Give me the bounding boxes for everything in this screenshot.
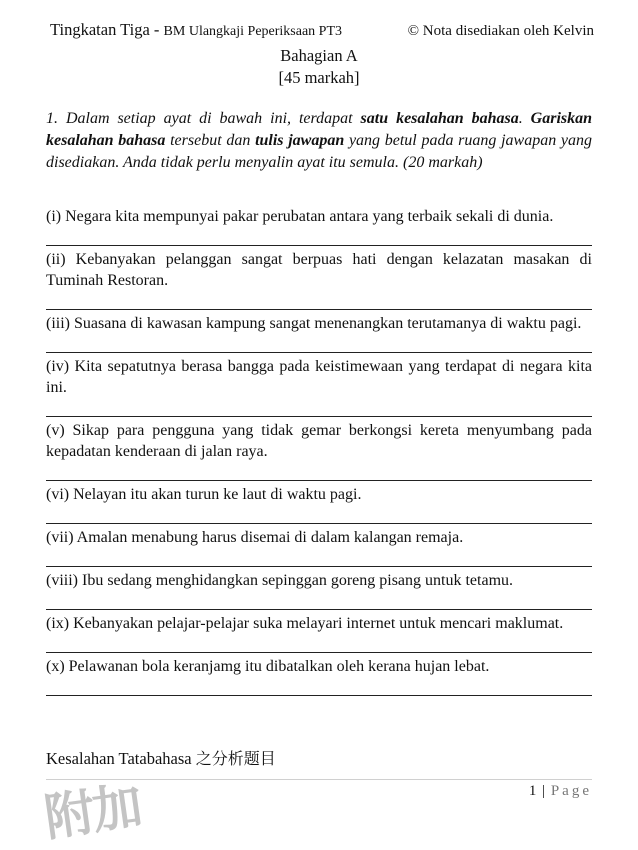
question-item <box>46 527 592 567</box>
question-list <box>46 206 592 699</box>
answer-line[interactable] <box>46 291 592 310</box>
question-item <box>46 613 592 653</box>
watermark-stamp: 附加 <box>40 776 145 848</box>
page-number <box>529 783 592 800</box>
section-marks: [45 markah] <box>278 68 360 87</box>
question-item <box>46 656 592 696</box>
instruction-bold-text: Gariskan kesalahan bahasa <box>46 110 593 149</box>
page-header <box>50 20 594 40</box>
answer-line[interactable] <box>46 334 592 353</box>
instruction-text: tersebut dan <box>165 132 256 149</box>
question-item <box>46 484 592 524</box>
footer-title-text: Kesalahan Tatabahasa <box>46 749 196 768</box>
instruction-text: 1. Dalam setiap ayat di bawah ini, terdapat <box>46 110 361 127</box>
question-text: (ii) Kebanyakan pelanggan sangat berpuas hati dengan kelazatan masakan di Tuminah Restoran. <box>46 251 592 289</box>
header-credit: © Nota disediakan oleh Kelvin <box>407 23 594 39</box>
question-text: (viii) Ibu sedang menghidangkan sepinggan goreng pisang untuk tetamu. <box>46 572 514 589</box>
answer-line[interactable] <box>46 398 592 417</box>
question-text: (i) Negara kita mempunyai pakar perubatan antara yang terbaik sekali di dunia. <box>46 208 554 225</box>
header-subject-label: BM Ulangkaji Peperiksaan PT3 <box>163 24 343 39</box>
instruction-text: yang betul pada ruang jawapan yang disediakan. Anda tidak perlu menyalin ayat itu semula. (20 markah) <box>46 132 592 171</box>
question-text: (x) Pelawanan bola keranjamg itu dibatalkan oleh kerana hujan lebat. <box>46 658 490 675</box>
instruction-text: . <box>518 110 531 127</box>
question-text: (ix) Kebanyakan pelajar-pelajar suka melayari internet untuk mencari maklumat. <box>46 615 564 632</box>
instruction-bold-text: tulis jawapan <box>255 132 345 149</box>
header-left <box>50 20 342 40</box>
question-item <box>46 356 592 417</box>
section-title: Bahagian A <box>280 46 358 65</box>
question-item <box>46 313 592 353</box>
question-text: (v) Sikap para pengguna yang tidak gemar berkongsi kereta menyumbang pada kepadatan kenderaan di jalan raya. <box>46 422 592 460</box>
answer-line[interactable] <box>46 677 592 696</box>
question-item <box>46 420 592 481</box>
footer-title-cjk: 之分析题目 <box>195 749 276 768</box>
question-item <box>46 206 592 246</box>
instruction-paragraph <box>46 108 592 174</box>
page-number-value: 1 | <box>528 783 551 799</box>
answer-line[interactable] <box>46 505 592 524</box>
answer-line[interactable] <box>46 462 592 481</box>
question-item <box>46 249 592 310</box>
page-word: Page <box>550 783 592 799</box>
answer-line[interactable] <box>46 634 592 653</box>
answer-line[interactable] <box>46 591 592 610</box>
question-item <box>46 570 592 610</box>
question-text: (iv) Kita sepatutnya berasa bangga pada keistimewaan yang terdapat di negara kita ini. <box>46 358 592 396</box>
question-text: (iii) Suasana di kawasan kampung sangat menenangkan terutamanya di waktu pagi. <box>46 315 582 332</box>
question-text: (vii) Amalan menabung harus disemai di dalam kalangan remaja. <box>46 529 464 546</box>
header-form-label: Tingkatan Tiga - <box>50 20 164 39</box>
answer-line[interactable] <box>46 548 592 567</box>
question-text: (vi) Nelayan itu akan turun ke laut di waktu pagi. <box>46 486 362 503</box>
answer-line[interactable] <box>46 227 592 246</box>
footer-title <box>46 746 276 769</box>
instruction-bold-text: satu kesalahan bahasa <box>360 110 519 127</box>
